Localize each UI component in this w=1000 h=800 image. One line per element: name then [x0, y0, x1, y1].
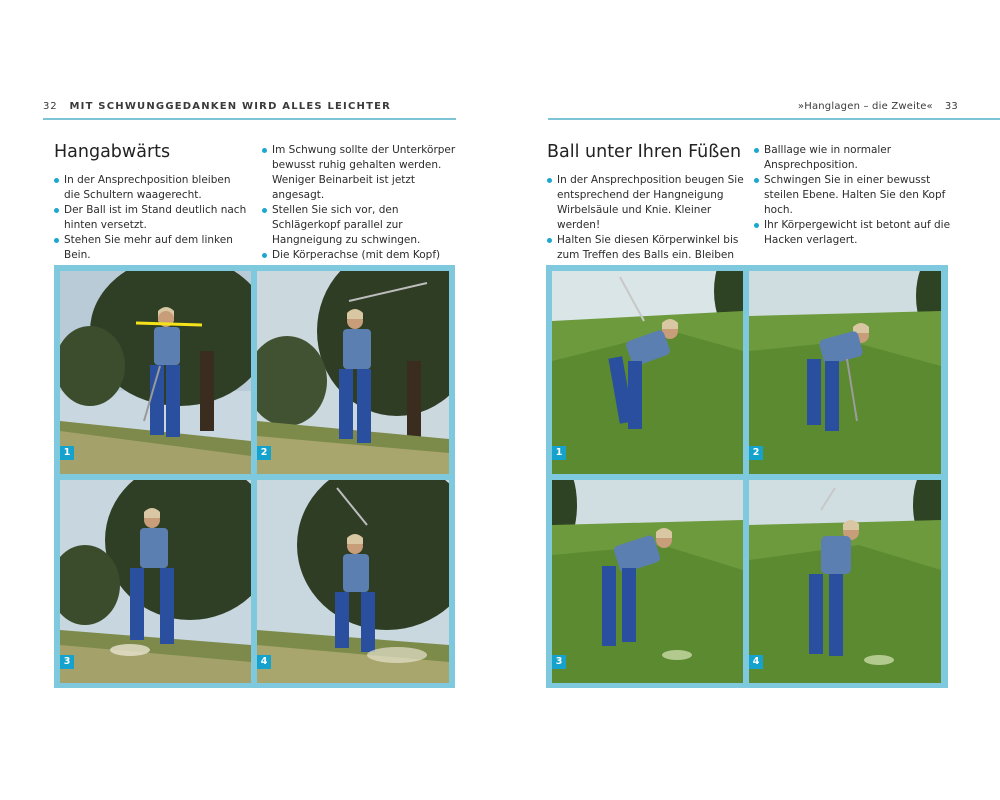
text-column-left-2: [262, 143, 457, 278]
bullet-item: Stellen Sie sich vor, den Schlägerkopf parallel zur Hangneigung zu schwingen.: [262, 203, 457, 248]
photo-number-badge: 2: [257, 446, 271, 460]
photo-below-feet-3: [552, 480, 743, 683]
photo-number-badge: 4: [257, 655, 271, 669]
photo-below-feet-1: [552, 271, 743, 474]
bullet-item: In der Ansprechposition beugen Sie entsprechend der Hangneigung Wirbelsäule und Knie. Kleiner werden!: [547, 173, 747, 233]
page-number-right: 33: [944, 101, 958, 112]
bullet-dot-icon: [54, 238, 59, 243]
golfer-followthrough-image: [257, 480, 449, 683]
right-page: [500, 0, 1000, 800]
photo-number-badge: 1: [60, 446, 74, 460]
golfer-impact-image: [60, 480, 251, 683]
text-column-left-1: [54, 173, 249, 263]
photo-downhill-4: [257, 480, 449, 683]
photo-downhill-1: [60, 271, 251, 474]
golfer-finish-slope-image: [749, 480, 941, 683]
bullet-dot-icon: [547, 238, 552, 243]
page-number-left: 32: [43, 101, 58, 112]
running-head-right: [798, 101, 958, 112]
photo-downhill-3: [60, 480, 251, 683]
running-head-left: [43, 101, 391, 112]
photo-below-feet-4: [749, 480, 941, 683]
bullet-dot-icon: [754, 178, 759, 183]
section-heading-ball-unter-fuessen: Ball unter Ihren Füßen: [547, 142, 742, 162]
photo-sequence-ball-below-feet: [546, 265, 948, 688]
bullet-item: In der Ansprechposition bleiben die Schultern waagerecht.: [54, 173, 249, 203]
photo-sequence-downhill: [54, 265, 455, 688]
bullet-dot-icon: [54, 178, 59, 183]
bullet-dot-icon: [754, 148, 759, 153]
bullet-item: Die Körperachse (mit dem Kopf): [262, 248, 457, 278]
golfer-impact-slope-image: [552, 480, 743, 683]
header-rule-right: [548, 118, 1000, 120]
bullet-dot-icon: [547, 178, 552, 183]
text-column-right-2: [754, 143, 954, 248]
photo-downhill-2: [257, 271, 449, 474]
photo-number-badge: 4: [749, 655, 763, 669]
bullet-item: Der Ball ist im Stand deutlich nach hinten versetzt.: [54, 203, 249, 233]
bullet-item: Ihr Körpergewicht ist betont auf die Hacken verlagert.: [754, 218, 954, 248]
running-title-left: MIT SCHWUNGGEDANKEN WIRD ALLES LEICHTER: [69, 101, 392, 112]
section-heading-hangabwaerts: Hangabwärts: [54, 142, 171, 162]
bullet-item: Im Schwung sollte der Unterkörper bewusst ruhig gehalten werden. Weniger Beinarbeit ist jetzt angesagt.: [262, 143, 457, 203]
bullet-dot-icon: [54, 208, 59, 213]
photo-number-badge: 3: [60, 655, 74, 669]
bullet-item: Schwingen Sie in einer bewusst steilen Ebene. Halten Sie den Kopf hoch.: [754, 173, 954, 218]
photo-number-badge: 3: [552, 655, 566, 669]
bullet-dot-icon: [262, 253, 267, 258]
bullet-dot-icon: [262, 148, 267, 153]
bullet-item: Halten Sie diesen Körperwinkel bis zum Treffen des Balls ein. Bleiben: [547, 233, 747, 308]
golfer-address-slope-image: [749, 271, 941, 474]
bullet-dot-icon: [262, 208, 267, 213]
photo-below-feet-2: [749, 271, 941, 474]
golfer-backswing-image: [257, 271, 449, 474]
header-rule-left: [43, 118, 456, 120]
golfer-backswing-slope-image: [552, 271, 743, 474]
photo-number-badge: 2: [749, 446, 763, 460]
golfer-address-image: [60, 271, 251, 474]
photo-number-badge: 1: [552, 446, 566, 460]
bullet-item: Balllage wie in normaler Ansprechposition.: [754, 143, 954, 173]
bullet-dot-icon: [754, 223, 759, 228]
bullet-item: Stehen Sie mehr auf dem linken Bein.: [54, 233, 249, 263]
running-title-right: »Hanglagen – die Zweite«: [797, 101, 933, 112]
